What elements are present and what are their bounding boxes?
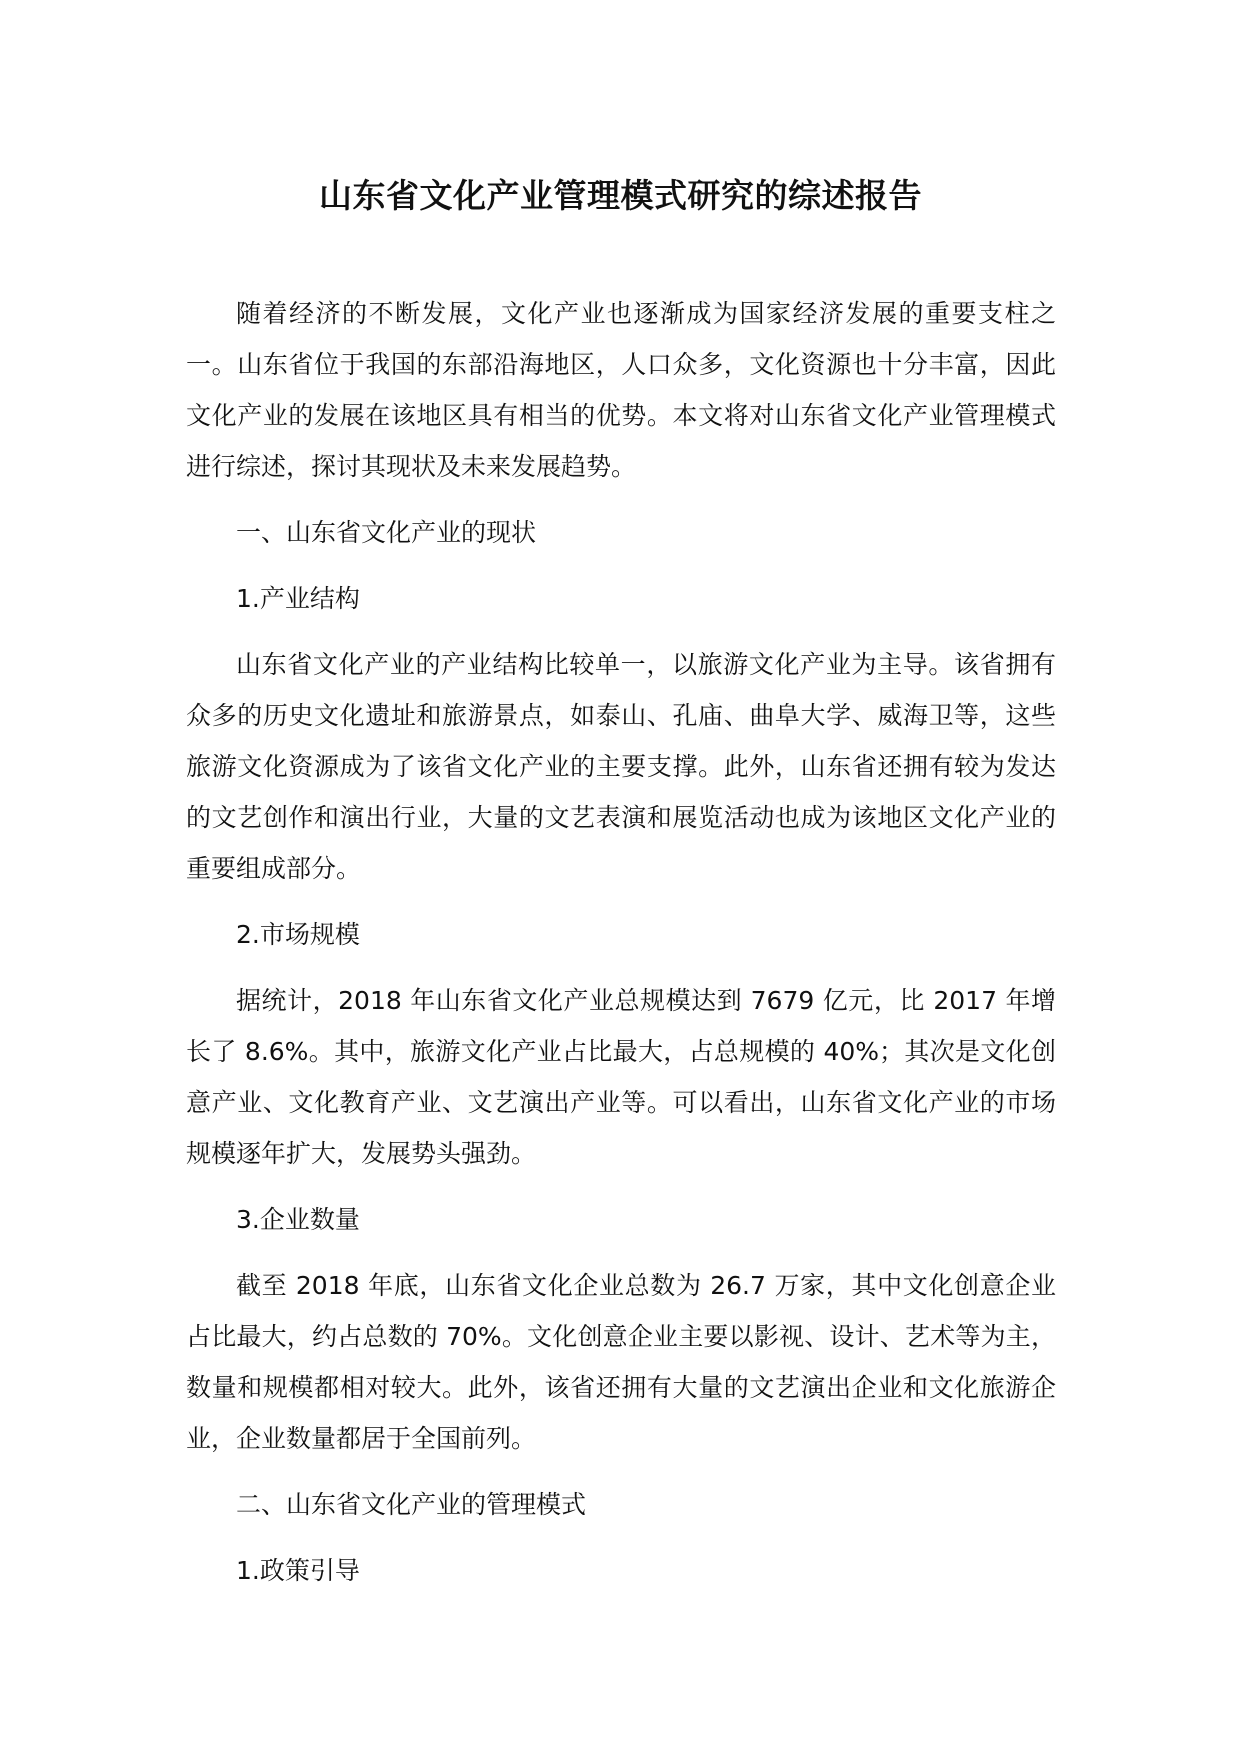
body-paragraph: 山东省文化产业的产业结构比较单一，以旅游文化产业为主导。该省拥有众多的历史文化遗址和旅游景点，如泰山、孔庙、曲阜大学、威海卫等，这些旅游文化资源成为了该省文化产业的主要支撑。此外，山东省还拥有较为发达的文艺创作和演出行业，大量的文艺表演和展览活动也成为该地区文化产业的重要组成部分。 bbox=[186, 650, 1056, 883]
subsection-heading: 1.政策引导 bbox=[236, 1556, 360, 1585]
section-heading: 一、山东省文化产业的现状 bbox=[236, 518, 537, 547]
body-paragraph: 截至 2018 年底，山东省文化企业总数为 26.7 万家，其中文化创意企业占比最大，约占总数的 70%。文化创意企业主要以影视、设计、艺术等为主，数量和规模都相对较大。此外，该省还拥有大量的文艺演出企业和文化旅游企业，企业数量都居于全国前列。 bbox=[186, 1271, 1056, 1453]
subsection-heading: 1.产业结构 bbox=[236, 584, 360, 613]
subsection-heading: 2.市场规模 bbox=[236, 920, 360, 949]
document-body bbox=[186, 288, 1056, 1611]
subsection-heading: 3.企业数量 bbox=[236, 1205, 360, 1234]
intro-paragraph: 随着经济的不断发展，文化产业也逐渐成为国家经济发展的重要支柱之一。山东省位于我国的东部沿海地区，人口众多，文化资源也十分丰富，因此文化产业的发展在该地区具有相当的优势。本文将对山东省文化产业管理模式进行综述，探讨其现状及未来发展趋势。 bbox=[186, 299, 1056, 481]
section-heading: 二、山东省文化产业的管理模式 bbox=[236, 1490, 587, 1519]
document-title: 山东省文化产业管理模式研究的综述报告 bbox=[319, 176, 922, 215]
body-paragraph: 据统计，2018 年山东省文化产业总规模达到 7679 亿元，比 2017 年增长了 8.6%。其中，旅游文化产业占比最大，占总规模的 40%；其次是文化创意产业、文化教育产业、文艺演出产业等。可以看出，山东省文化产业的市场规模逐年扩大，发展势头强劲。 bbox=[186, 986, 1056, 1168]
